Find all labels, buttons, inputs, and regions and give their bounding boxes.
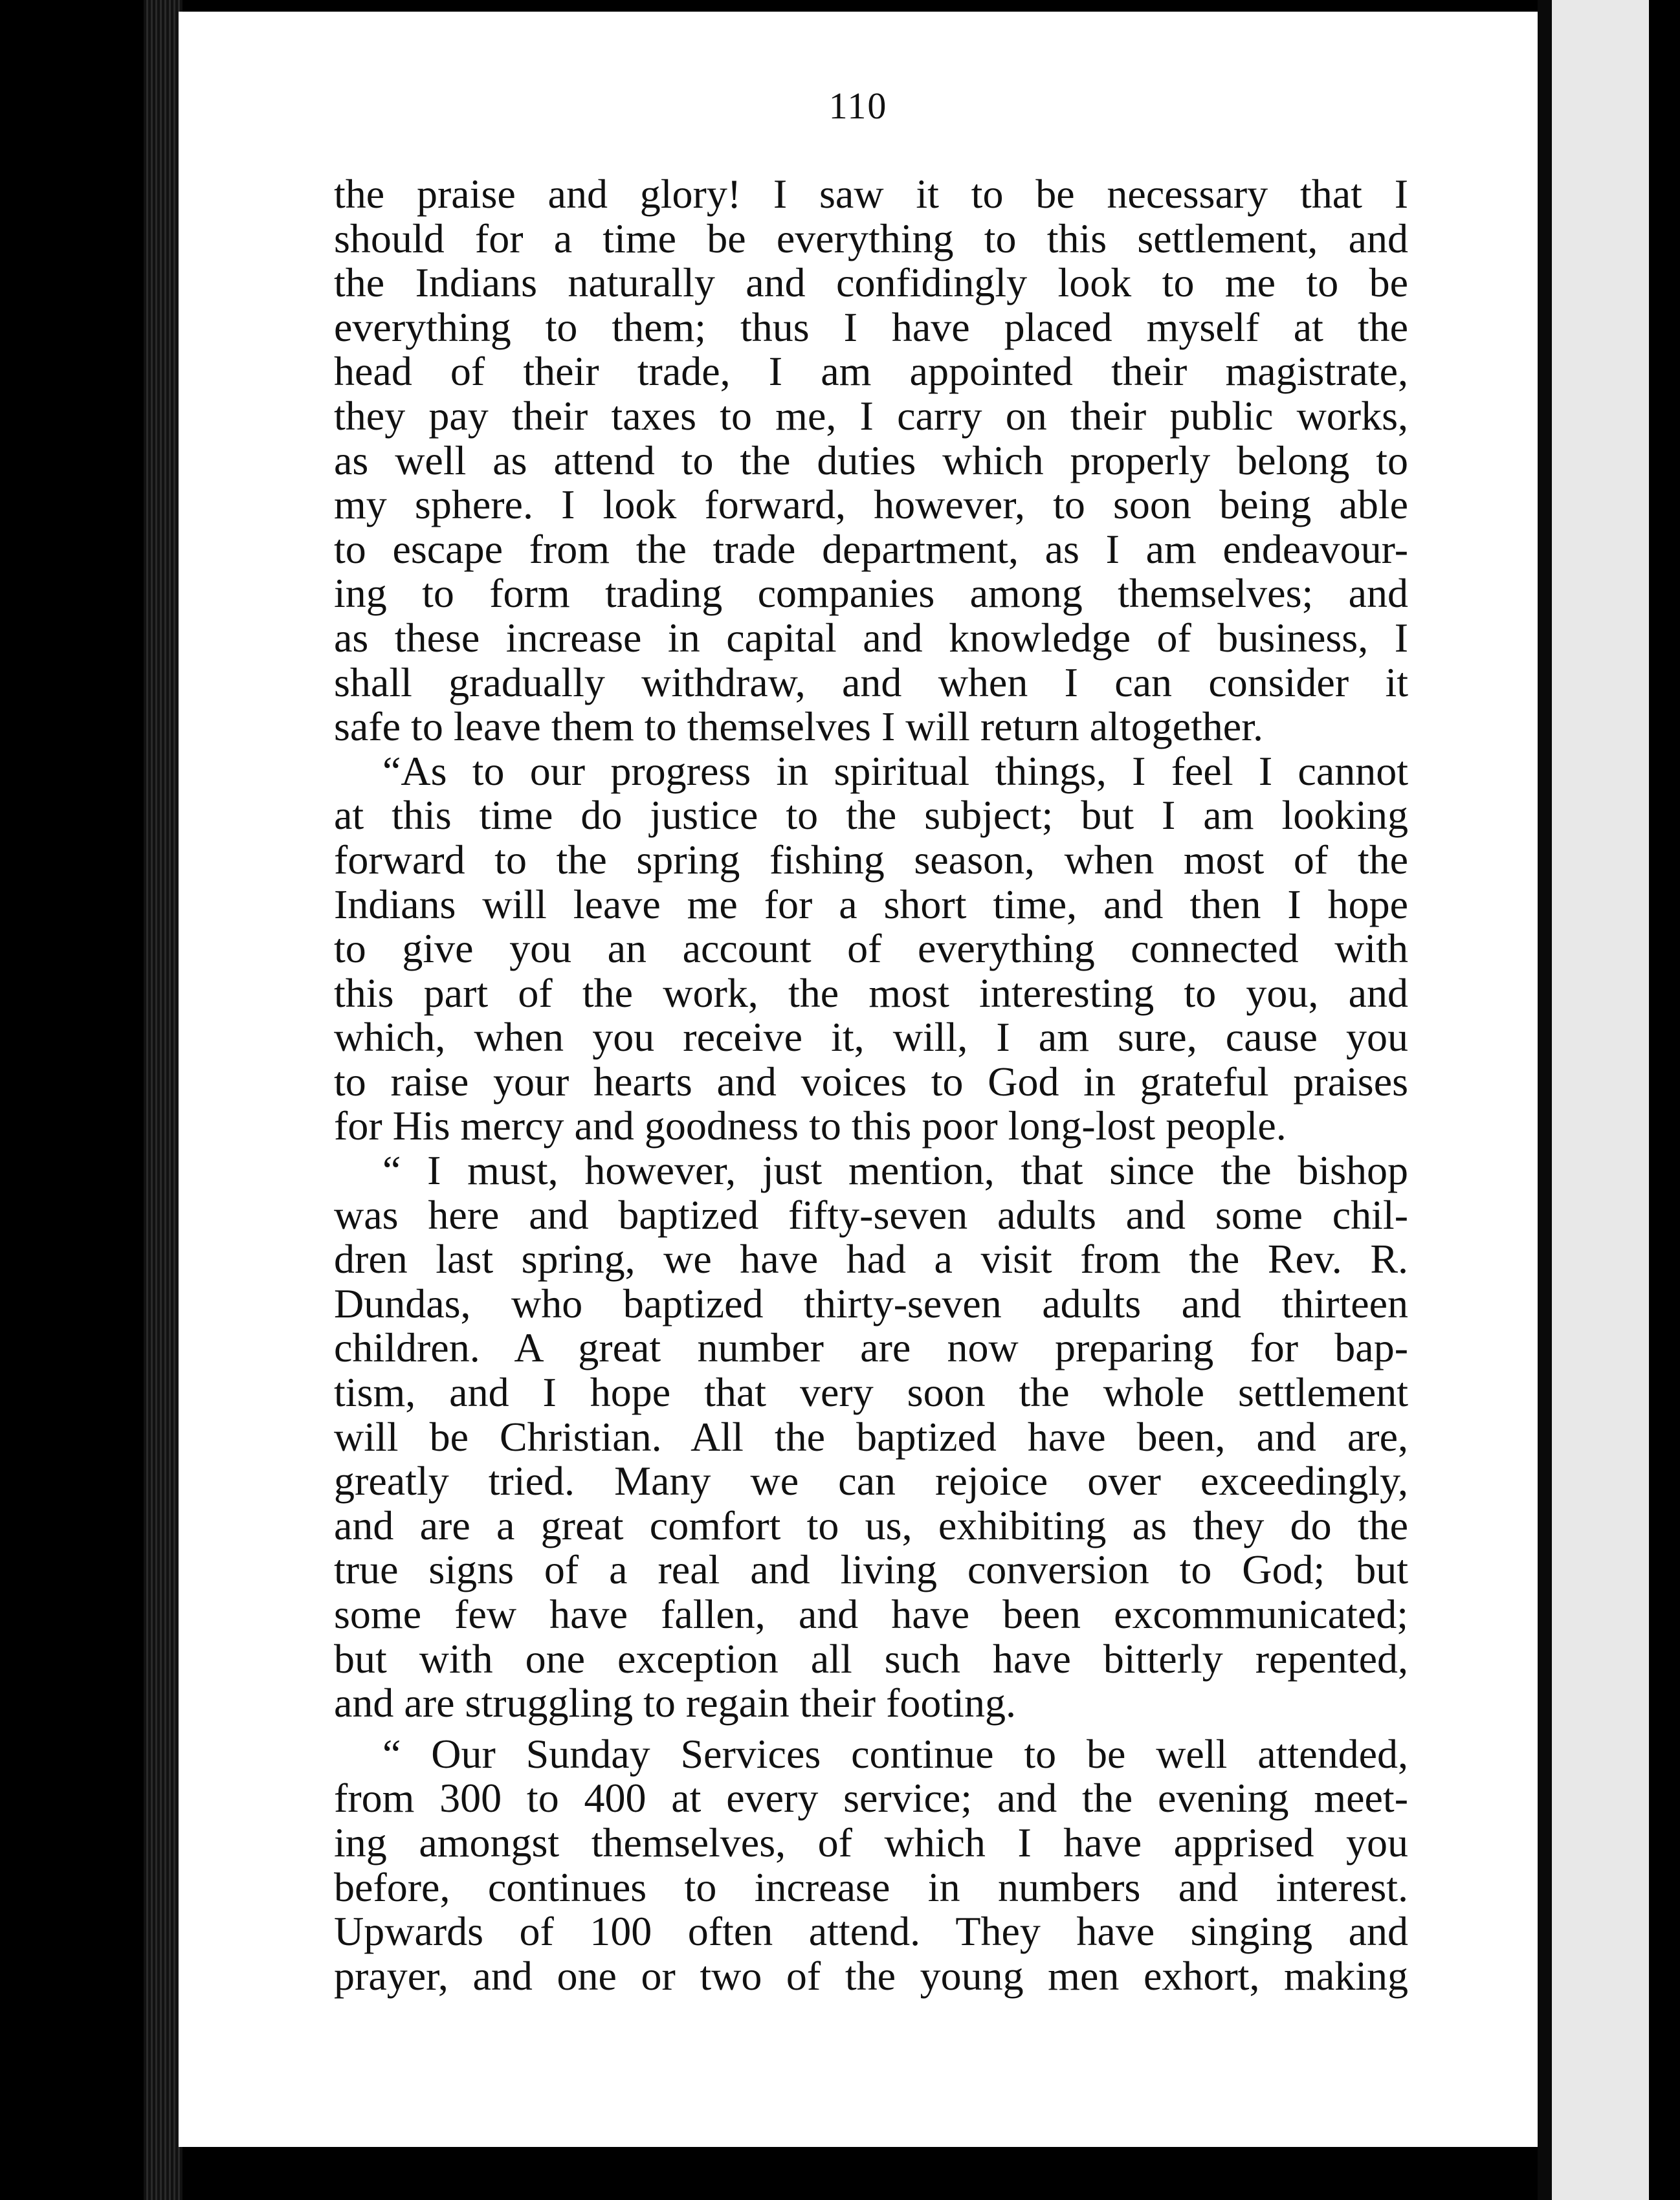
text-line: greatly tried. Many we can rejoice over exceedingly,: [334, 1458, 1408, 1504]
text-line: “As to our progress in spiritual things, I feel I cannot: [382, 747, 1408, 794]
text-line: Dundas, who baptized thirty-seven adults and thirteen: [334, 1280, 1408, 1326]
paragraph-4: [334, 1732, 1408, 1999]
text-line: ing to form trading companies among themselves; and: [334, 570, 1408, 617]
paragraph-2: [334, 749, 1408, 1149]
text-line: head of their trade, I am appointed their magistrate,: [334, 348, 1408, 395]
body-text: [334, 172, 1408, 1998]
text-line: to give you an account of everything connected with: [334, 925, 1408, 972]
text-line: to raise your hearts and voices to God in grateful praises: [334, 1058, 1408, 1105]
text-line: Upwards of 100 often attend. They have singing and: [334, 1908, 1408, 1955]
text-line: true signs of a real and living conversion to God; but: [334, 1546, 1408, 1593]
text-line: at this time do justice to the subject; but I am looking: [334, 792, 1408, 839]
text-line: they pay their taxes to me, I carry on their public works,: [334, 392, 1408, 439]
book-gutter: [1538, 0, 1552, 2200]
text-line: “ Our Sunday Services continue to be well attended,: [382, 1730, 1408, 1777]
text-line: Indians will leave me for a short time, and then I hope: [334, 881, 1408, 927]
text-line: and are struggling to regain their footing.: [334, 1680, 1016, 1726]
text-line: but with one exception all such have bitterly repented,: [334, 1635, 1408, 1682]
text-line: which, when you receive it, will, I am sure, cause you: [334, 1014, 1408, 1061]
text-line: everything to them; thus I have placed myself at the: [334, 303, 1408, 350]
text-line: shall gradually withdraw, and when I can consider it: [334, 659, 1408, 705]
text-line: ing amongst themselves, of which I have apprised you: [334, 1819, 1408, 1865]
text-line: and are a great comfort to us, exhibiting as they do the: [334, 1502, 1408, 1548]
scan-right-margin: [1649, 0, 1680, 2200]
text-line: dren last spring, we have had a visit from the Rev. R.: [334, 1236, 1408, 1282]
scan-left-margin: [0, 0, 168, 2200]
text-line: this part of the work, the most interesting to you, and: [334, 969, 1408, 1016]
text-line: for His mercy and goodness to this poor long-lost people.: [334, 1103, 1287, 1149]
text-line: was here and baptized fifty-seven adults and some chil-: [334, 1191, 1408, 1238]
text-line: some few have fallen, and have been excommunicated;: [334, 1591, 1408, 1637]
book-page: [179, 12, 1538, 2147]
text-line: the Indians naturally and confidingly look to me to be: [334, 259, 1408, 306]
text-line: will be Christian. All the baptized have been, and are,: [334, 1413, 1408, 1460]
paragraph-3: [334, 1149, 1408, 1726]
facing-page-edge: [1552, 0, 1649, 2200]
paragraph-1: [334, 172, 1408, 749]
text-line: forward to the spring fishing season, when most of the: [334, 836, 1408, 883]
text-line: should for a time be everything to this settlement, and: [334, 215, 1408, 261]
text-line: children. A great number are now preparing for bap-: [334, 1325, 1408, 1371]
text-line: as well as attend to the duties which properly belong to: [334, 437, 1408, 483]
text-line: the praise and glory! I saw it to be necessary that I: [334, 171, 1408, 217]
text-line: to escape from the trade department, as I am endeavour-: [334, 525, 1408, 572]
text-line: safe to leave them to themselves I will return altogether.: [334, 703, 1263, 750]
text-line: “ I must, however, just mention, that since the bishop: [382, 1147, 1408, 1194]
text-line: tism, and I hope that very soon the whole settlement: [334, 1369, 1408, 1416]
text-line: prayer, and one or two of the young men exhort, making: [334, 1952, 1408, 1999]
text-line: as these increase in capital and knowledge of business, I: [334, 614, 1408, 661]
text-line: before, continues to increase in numbers and interest.: [334, 1864, 1408, 1910]
book-page-edges: [144, 0, 182, 2200]
page-number: 110: [828, 85, 888, 127]
text-line: from 300 to 400 at every service; and the evening meet-: [334, 1775, 1408, 1821]
text-line: my sphere. I look forward, however, to soon being able: [334, 481, 1408, 528]
